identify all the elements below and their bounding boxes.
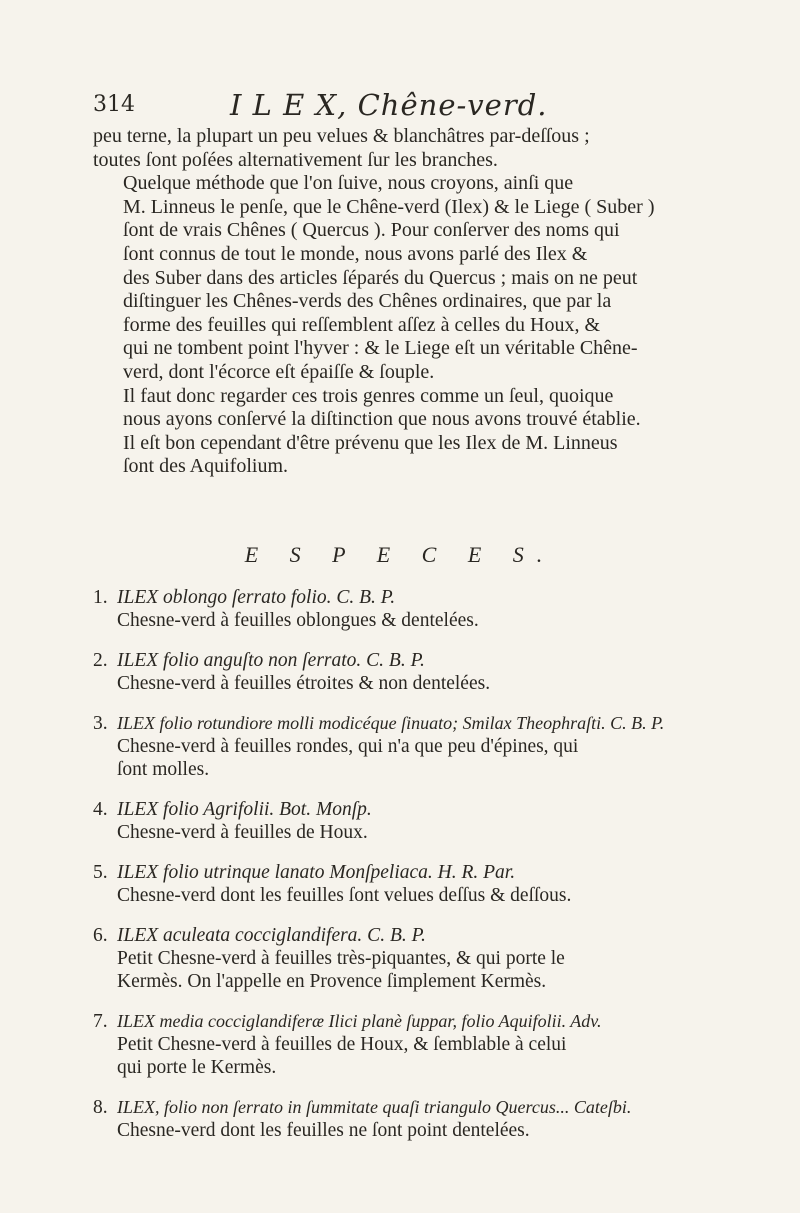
- paragraph-4: [93, 432, 719, 479]
- species-latin-name: ILEX folio utrinque lanato Monſpeliaca. H. R. Par.: [117, 862, 516, 883]
- body-text: [93, 125, 719, 479]
- species-entry: [93, 712, 725, 781]
- text-line: verd, dont l'écorce eſt épaiſſe & ſouple.: [123, 360, 435, 383]
- text-line: nous ayons conſervé la diſtinction que nous avons trouvé établie.: [123, 408, 641, 431]
- running-title: I L E X, Chêne-verd.: [230, 88, 548, 122]
- species-number: 6.: [93, 925, 108, 946]
- species-entry: [93, 798, 725, 844]
- species-number: 2.: [93, 650, 108, 671]
- species-latin-name: ILEX aculeata cocciglandifera. C. B. P.: [117, 925, 426, 946]
- text-line: Il faut donc regarder ces trois genres comme un ſeul, quoique: [123, 384, 614, 407]
- paragraph-1: [93, 125, 719, 172]
- species-french-description: Chesne-verd à feuilles oblongues & dentelées.: [117, 610, 479, 631]
- species-latin-name: ILEX folio Agrifolii. Bot. Monſp.: [117, 799, 372, 820]
- text-line: ſont connus de tout le monde, nous avons parlé des Ilex &: [123, 242, 588, 265]
- paragraph-2: [93, 172, 719, 384]
- paragraph-3: [93, 385, 719, 432]
- text-line: Quelque méthode que l'on ſuive, nous croyons, ainſi que: [123, 172, 574, 195]
- text-line: ſont de vrais Chênes ( Quercus ). Pour conſerver des noms qui: [123, 219, 620, 242]
- section-heading: E S P E C E S.: [244, 542, 556, 567]
- species-entry: [93, 924, 725, 993]
- text-line: peu terne, la plupart un peu velues & blanchâtres par-deſſous ;: [93, 125, 590, 147]
- text-line: ſont des Aquifolium.: [123, 455, 288, 478]
- species-latin-name: ILEX, folio non ſerrato in ſummitate quaſi triangulo Quercus... Cateſbi.: [117, 1097, 632, 1117]
- species-french-description-continued: ſont molles.: [117, 759, 210, 780]
- species-french-description-continued: Kermès. On l'appelle en Provence ſimplement Kermès.: [117, 971, 547, 992]
- species-french-description: Petit Chesne-verd à feuilles très-piquantes, & qui porte le: [117, 948, 565, 969]
- species-entry: [93, 649, 725, 695]
- species-french-description: Chesne-verd à feuilles de Houx.: [117, 822, 368, 843]
- species-latin-name: ILEX folio anguſto non ſerrato. C. B. P.: [117, 650, 425, 671]
- text-line: forme des feuilles qui reſſemblent aſſez à celles du Houx, &: [123, 313, 601, 336]
- species-entry: [93, 1096, 725, 1142]
- species-french-description: Chesne-verd dont les feuilles ne ſont point dentelées.: [117, 1120, 530, 1141]
- page-number: 314: [93, 92, 135, 117]
- species-number: 1.: [93, 587, 108, 608]
- text-line: diſtinguer les Chênes-verds des Chênes ordinaires, que par la: [123, 290, 612, 313]
- species-number: 4.: [93, 799, 108, 820]
- species-number: 8.: [93, 1097, 108, 1118]
- species-latin-name: ILEX folio rotundiore molli modicéque ſinuato; Smilax Theophraſti. C. B. P.: [117, 713, 665, 733]
- text-line: des Suber dans des articles ſéparés du Quercus ; mais on ne peut: [123, 266, 638, 289]
- species-french-description: Chesne-verd à feuilles étroites & non dentelées.: [117, 673, 491, 694]
- text-line: toutes ſont poſées alternativement ſur les branches.: [93, 148, 498, 171]
- species-number: 5.: [93, 862, 108, 883]
- text-line: qui ne tombent point l'hyver : & le Liege eſt un véritable Chêne-: [123, 337, 638, 360]
- species-french-description-continued: qui porte le Kermès.: [117, 1057, 277, 1078]
- species-latin-name: ILEX media cocciglandiferæ Ilici planè ſuppar, folio Aquifolii. Adv.: [117, 1011, 602, 1031]
- species-list: [93, 586, 725, 1159]
- species-entry: [93, 586, 725, 632]
- page-header: [0, 88, 800, 124]
- species-number: 7.: [93, 1011, 108, 1032]
- species-number: 3.: [93, 713, 108, 734]
- species-entry: [93, 1010, 725, 1079]
- text-line: M. Linneus le penſe, que le Chêne-verd (Ilex) & le Liege ( Suber ): [123, 195, 655, 218]
- species-latin-name: ILEX oblongo ſerrato folio. C. B. P.: [117, 587, 396, 608]
- species-entry: [93, 861, 725, 907]
- species-french-description: Petit Chesne-verd à feuilles de Houx, & ſemblable à celui: [117, 1034, 567, 1055]
- text-line: Il eſt bon cependant d'être prévenu que les Ilex de M. Linneus: [123, 431, 618, 454]
- species-french-description: Chesne-verd à feuilles rondes, qui n'a que peu d'épines, qui: [117, 736, 579, 757]
- species-french-description: Chesne-verd dont les feuilles ſont velues deſſus & deſſous.: [117, 885, 572, 906]
